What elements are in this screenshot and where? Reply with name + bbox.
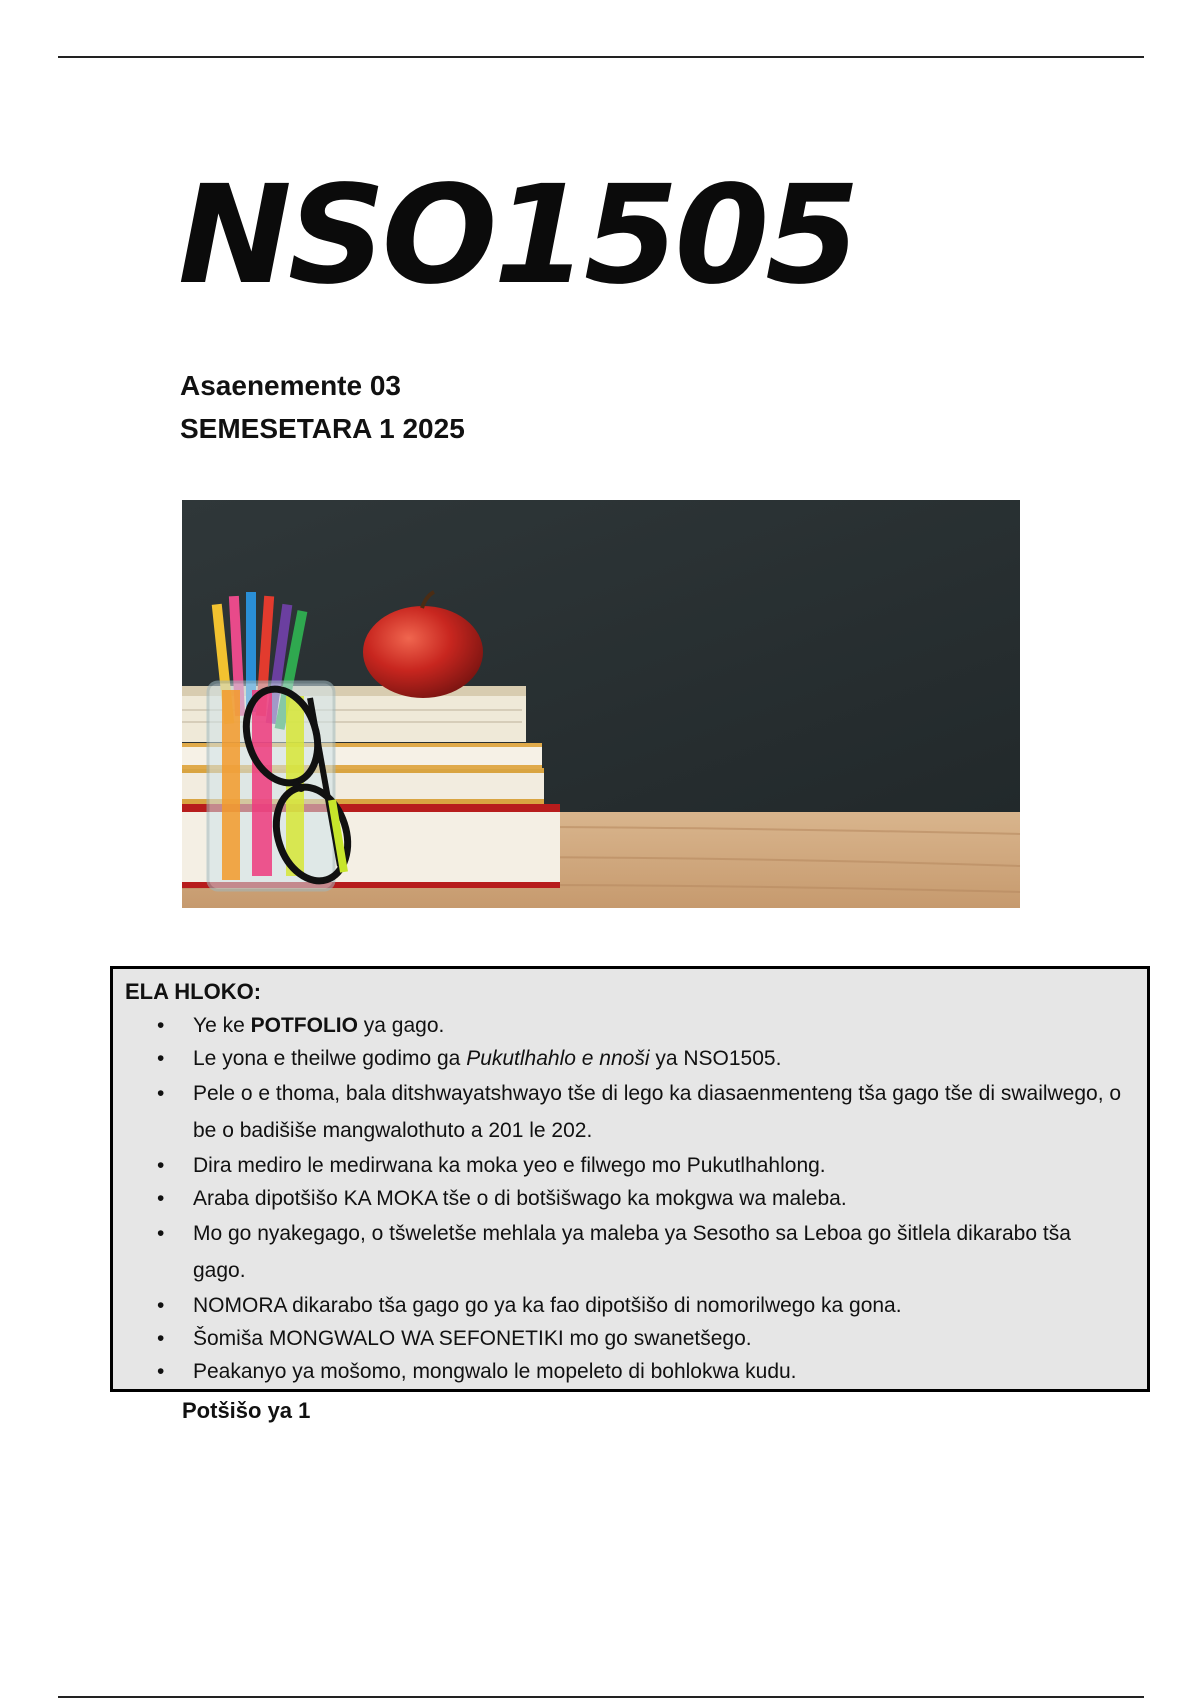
list-item: • Peakanyo ya mošomo, mongwalo le mopeleto di bohlokwa kudu. bbox=[157, 1355, 1127, 1388]
classroom-illustration bbox=[182, 500, 1020, 908]
notice-box bbox=[110, 966, 1150, 1392]
instructions-list bbox=[157, 1009, 1127, 1388]
list-item: • Araba dipotšišo KA MOKA tše o di botšišwago ka mokgwa wa maleba. bbox=[157, 1182, 1127, 1215]
study-guide-title: Pukutlhahlo e nnoši bbox=[466, 1047, 650, 1070]
bullet: • bbox=[157, 1360, 165, 1383]
course-code-title: NSO1505 bbox=[178, 157, 856, 315]
notice-title: ELA HLOKO: bbox=[125, 979, 262, 1004]
list-item: • Pele o e thoma, bala ditshwayatshwayo tše di lego ka diasaenmenteng tša gago tše di swailwego, o be o badišiše mangwalothuto a 201 le 202. bbox=[157, 1075, 1127, 1149]
bullet: • bbox=[157, 1047, 165, 1070]
list-item: • Šomiša MONGWALO WA SEFONETIKI mo go swanetšego. bbox=[157, 1322, 1127, 1355]
list-item: • Le yona e theilwe godimo ga Pukutlhahlo e nnoši ya NSO1505. bbox=[157, 1042, 1127, 1075]
top-rule bbox=[58, 56, 1144, 58]
bottom-rule bbox=[58, 1696, 1144, 1698]
portfolio-emphasis: POTFOLIO bbox=[250, 1014, 358, 1037]
question-heading: Potšišo ya 1 bbox=[182, 1398, 311, 1423]
list-item: • Mo go nyakegago, o tšweletše mehlala ya maleba ya Sesotho sa Leboa go šitlela dikarabo tša gago. bbox=[157, 1215, 1127, 1289]
bullet: • bbox=[157, 1014, 165, 1037]
list-item: • Dira mediro le medirwana ka moka yeo e filwego mo Pukutlhahlong. bbox=[157, 1149, 1127, 1182]
list-item: • NOMORA dikarabo tša gago go ya ka fao dipotšišo di nomorilwego ka gona. bbox=[157, 1289, 1127, 1322]
semester-label: SEMESETARA 1 2025 bbox=[180, 413, 465, 444]
bullet: • bbox=[157, 1294, 165, 1317]
bullet: • bbox=[157, 1327, 165, 1350]
bullet: • bbox=[157, 1082, 165, 1105]
list-item: • Ye ke POTFOLIO ya gago. bbox=[157, 1009, 1127, 1042]
bullet: • bbox=[157, 1154, 165, 1177]
apple bbox=[363, 606, 483, 698]
assignment-label: Asaenemente 03 bbox=[180, 370, 402, 401]
bullet: • bbox=[157, 1222, 165, 1245]
bullet: • bbox=[157, 1187, 165, 1210]
